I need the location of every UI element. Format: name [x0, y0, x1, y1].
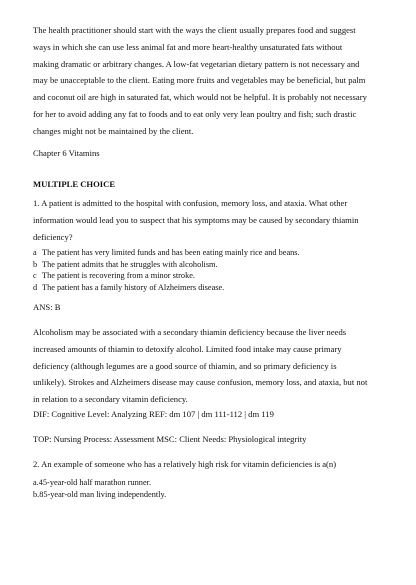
question-2-options — [33, 477, 166, 500]
option-letter: b — [33, 259, 38, 269]
answer-option: b.85-year-old man living independently. — [33, 489, 167, 499]
text-line: changes might not be maintained by the client. — [33, 125, 194, 136]
question-1-options — [33, 247, 300, 293]
answer-option — [33, 259, 300, 271]
answer-option — [33, 282, 300, 294]
question-2-stem: 2. An example of someone who has a relatively high risk for vitamin deficiencies is a(n) — [33, 459, 337, 469]
section-heading: MULTIPLE CHOICE — [33, 179, 116, 189]
answer-option — [33, 270, 300, 282]
text-line: deficiency (although legumes are a good source of thiamin, and so primary deficiency is — [33, 360, 337, 371]
text-line: The health practitioner should start with the ways the client usually prepares food and suggest — [33, 25, 356, 35]
option-text: The patient has very limited funds and has been eating mainly rice and beans. — [42, 248, 300, 257]
text-line: making dramatic or arbitrary changes. A low-fat vegetarian dietary pattern is not necessary and — [33, 58, 360, 69]
text-line: increased amounts of thiamin to detoxify alcohol. Limited food intake may cause primary — [33, 343, 342, 354]
text-line: for her to avoid adding any fat to foods and to eat only very lean poultry and fish; such drastic — [33, 108, 357, 119]
text-line: deficiency? — [33, 231, 73, 242]
option-letter: d — [33, 282, 38, 292]
text-line: 1. A patient is admitted to the hospital with confusion, memory loss, and ataxia. What other — [33, 198, 348, 208]
option-letter: c — [33, 271, 37, 280]
option-text: The patient has a family history of Alzheimers disease. — [42, 282, 225, 292]
answer-key: ANS: B — [33, 302, 61, 312]
text-line: information would lead you to suspect that his symptoms may be caused by secondary thiamin — [33, 214, 359, 225]
answer-option: a.45-year-old half marathon runner. — [33, 478, 152, 487]
answer-option — [33, 247, 300, 259]
option-text: The patient admits that he struggles with alcoholism. — [42, 259, 218, 269]
difficulty-reference-line: DIF: Cognitive Level: Analyzing REF: dm 107 | dm 111-112 | dm 119 — [33, 409, 274, 419]
text-line: Alcoholism may be associated with a secondary thiamin deficiency because the liver needs — [33, 327, 347, 337]
text-line: unlikely). Strokes and Alzheimers disease may cause confusion, memory loss, and ataxia, but not — [33, 377, 368, 388]
chapter-title: Chapter 6 Vitamins — [33, 148, 100, 158]
text-line: and coconut oil are high in saturated fat, which would not be helpful. It is probably not necessary — [33, 92, 367, 103]
answer-rationale — [33, 324, 390, 408]
topic-line: TOP: Nursing Process: Assessment MSC: Client Needs: Physiological integrity — [33, 434, 307, 444]
option-text: The patient is recovering from a minor stroke. — [42, 271, 195, 280]
text-line: in relation to a secondary vitamin deficiency. — [33, 394, 188, 405]
intro-paragraph — [33, 22, 390, 140]
text-line: may be unacceptable to the client. Eating more fruits and vegetables may be beneficial, but palm — [33, 75, 366, 86]
question-1-stem — [33, 195, 390, 245]
option-letter: a — [33, 248, 37, 257]
text-line: ways in which she can use less animal fat and more heart-healthy unsaturated fats without — [33, 41, 343, 52]
